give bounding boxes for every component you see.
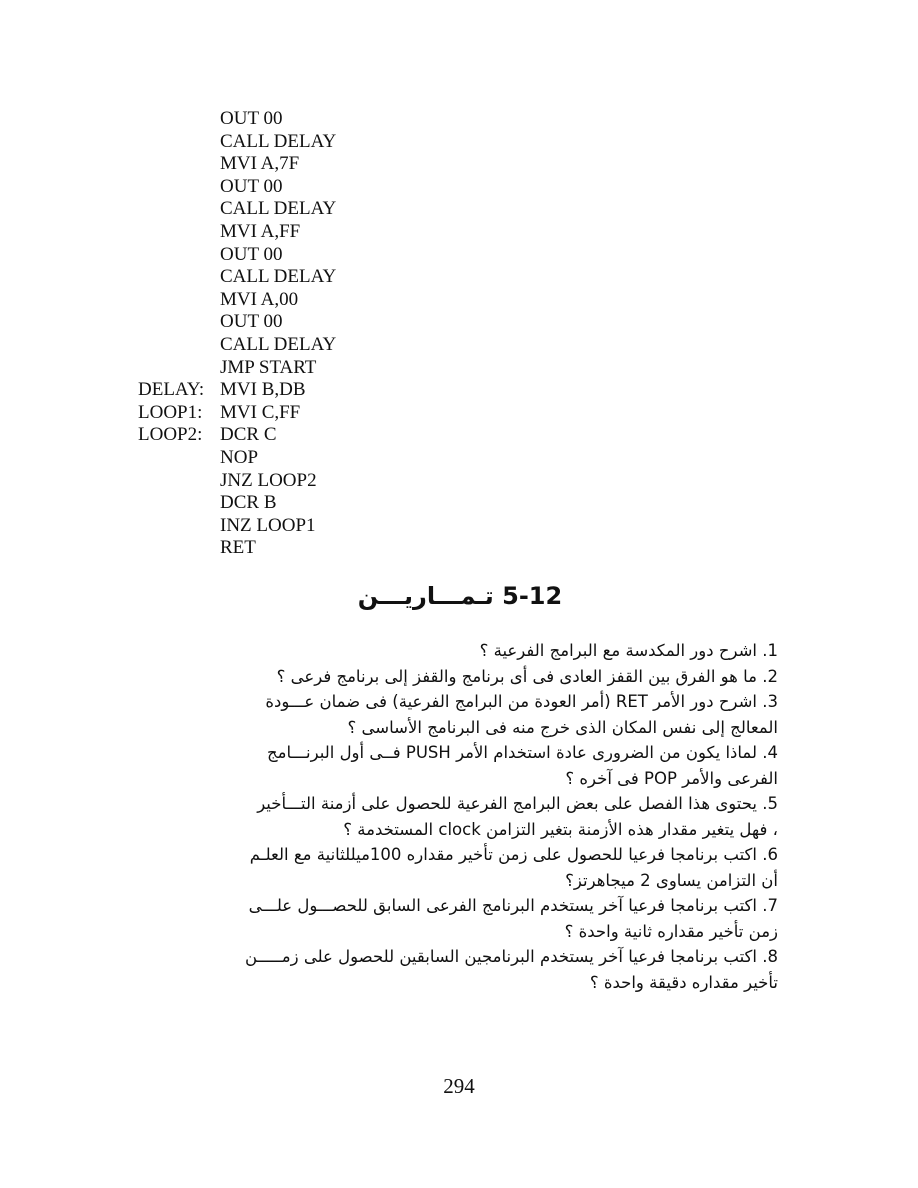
- code-line: [138, 424, 498, 447]
- code-label: [138, 311, 220, 334]
- code-line: [138, 244, 498, 267]
- exercise-text: ما هو الفرق بين القفز العادى فى أى برنامج والقفز إلى برنامج فرعى ؟: [276, 666, 757, 686]
- exercise-number: 8.: [762, 947, 778, 966]
- exercise-line: [138, 893, 778, 919]
- exercise-line: [138, 919, 778, 945]
- exercise-line: [138, 868, 778, 894]
- code-line: [138, 492, 498, 515]
- exercise-line: [138, 970, 778, 996]
- code-line: [138, 221, 498, 244]
- code-instruction: NOP: [220, 446, 259, 468]
- code-instruction: CALL DELAY: [220, 333, 337, 355]
- code-instruction: CALL DELAY: [220, 266, 337, 288]
- exercise-text: اشرح دور المكدسة مع البرامج الفرعية ؟: [479, 641, 757, 660]
- section-heading: 5-12 تـمـــاريـــن: [357, 582, 563, 610]
- exercise-text: يحتوى هذا الفصل على بعض البرامج الفرعية للحصول على أزمنة التـــأخير: [257, 794, 757, 813]
- code-label: [138, 244, 220, 267]
- code-label: [138, 153, 220, 176]
- exercise-number: 6.: [762, 845, 778, 864]
- exercise-number: 1.: [762, 641, 778, 660]
- exercise-line: [138, 842, 778, 868]
- exercise-number: 3.: [762, 692, 778, 711]
- exercises-list: [138, 638, 778, 995]
- code-instruction: OUT 00: [220, 175, 283, 197]
- code-label: LOOP2:: [138, 424, 203, 446]
- code-label: [138, 131, 220, 154]
- exercise-number: 5.: [762, 794, 778, 813]
- exercise-text: اكتب برنامجا فرعيا آخر يستخدم البرنامجين السابقين للحصول على زمـــــن: [245, 947, 757, 966]
- code-instruction: JMP START: [220, 356, 317, 378]
- code-label: [138, 334, 220, 357]
- code-instruction: MVI A,7F: [220, 153, 300, 175]
- code-label: [138, 266, 220, 289]
- code-label: [138, 108, 220, 131]
- code-line: [138, 198, 498, 221]
- code-label: [138, 537, 220, 560]
- exercise-line: [138, 944, 778, 970]
- exercise-text: أن التزامن يساوى 2 ميجاهرتز؟: [565, 870, 778, 890]
- code-instruction: OUT 00: [220, 108, 283, 129]
- code-instruction: CALL DELAY: [220, 130, 337, 152]
- code-instruction: MVI A,FF: [220, 220, 301, 242]
- code-label: [138, 515, 220, 538]
- exercise-text: اشرح دور الأمر RET (أمر العودة من البرامج الفرعية) فى ضمان عـــودة: [265, 692, 757, 711]
- code-label: LOOP1:: [138, 401, 203, 423]
- exercise-item: [138, 944, 778, 995]
- code-instruction: RET: [220, 537, 256, 559]
- code-line: [138, 357, 498, 380]
- exercise-text: الفرعى والأمر POP فى آخره ؟: [565, 768, 778, 788]
- code-instruction: OUT 00: [220, 311, 283, 333]
- exercise-text: اكتب برنامجا فرعيا آخر يستخدم البرنامج الفرعى السابق للحصـــول علـــى: [248, 896, 757, 915]
- code-line: [138, 470, 498, 493]
- code-line: [138, 379, 498, 402]
- exercise-text: اكتب برنامجا فرعيا للحصول على زمن تأخير مقداره 100ميللثانية مع العلـم: [249, 845, 757, 864]
- code-line: [138, 537, 498, 560]
- code-instruction: MVI B,DB: [220, 379, 306, 401]
- code-line: [138, 176, 498, 199]
- code-line: [138, 311, 498, 334]
- exercise-text: زمن تأخير مقداره ثانية واحدة ؟: [564, 921, 778, 941]
- code-instruction: MVI C,FF: [220, 401, 301, 423]
- code-line: [138, 153, 498, 176]
- exercise-item: [138, 638, 778, 664]
- code-line: [138, 108, 498, 131]
- exercise-number: 7.: [762, 896, 778, 915]
- exercise-text: تأخير مقداره دقيقة واحدة ؟: [589, 972, 778, 992]
- code-label: DELAY:: [138, 379, 205, 401]
- page-number: 294: [443, 1074, 475, 1098]
- exercise-line: [138, 766, 778, 792]
- exercise-item: [138, 893, 778, 944]
- exercise-line: [138, 817, 778, 843]
- exercise-line: [138, 740, 778, 766]
- exercise-number: 2.: [762, 666, 778, 686]
- code-instruction: DCR B: [220, 492, 277, 514]
- code-instruction: INZ LOOP1: [220, 514, 316, 536]
- code-line: [138, 334, 498, 357]
- code-instruction: OUT 00: [220, 243, 283, 265]
- exercise-text: لماذا يكون من الضرورى عادة استخدام الأمر PUSH فــى أول البرنـــامج: [267, 743, 757, 762]
- code-label: [138, 198, 220, 221]
- assembly-code-listing: [138, 108, 498, 560]
- exercise-item: [138, 689, 778, 740]
- exercise-number: 4.: [762, 743, 778, 762]
- code-line: [138, 131, 498, 154]
- exercise-line: [138, 689, 778, 715]
- code-label: [138, 492, 220, 515]
- code-instruction: CALL DELAY: [220, 198, 337, 220]
- code-label: [138, 221, 220, 244]
- exercise-item: [138, 791, 778, 842]
- code-instruction: MVI A,00: [220, 288, 299, 310]
- exercise-line: [138, 791, 778, 817]
- exercise-item: [138, 842, 778, 893]
- code-label: [138, 289, 220, 312]
- code-instruction: JNZ LOOP2: [220, 469, 317, 491]
- exercise-text: ، فهل يتغير مقدار هذه الأزمنة بتغير التزامن clock المستخدمة ؟: [343, 819, 778, 839]
- code-label: [138, 176, 220, 199]
- code-line: [138, 266, 498, 289]
- exercise-text: المعالج إلى نفس المكان الذى خرج منه فى البرنامج الأساسى ؟: [347, 717, 778, 737]
- exercise-line: [138, 638, 778, 664]
- code-line: [138, 289, 498, 312]
- code-line: [138, 515, 498, 538]
- code-line: [138, 447, 498, 470]
- exercise-item: [138, 740, 778, 791]
- code-label: [138, 470, 220, 493]
- code-label: [138, 447, 220, 470]
- code-line: [138, 402, 498, 425]
- exercise-item: [138, 664, 778, 690]
- code-instruction: DCR C: [220, 424, 277, 446]
- exercise-line: [138, 664, 778, 690]
- exercise-line: [138, 715, 778, 741]
- code-label: [138, 357, 220, 380]
